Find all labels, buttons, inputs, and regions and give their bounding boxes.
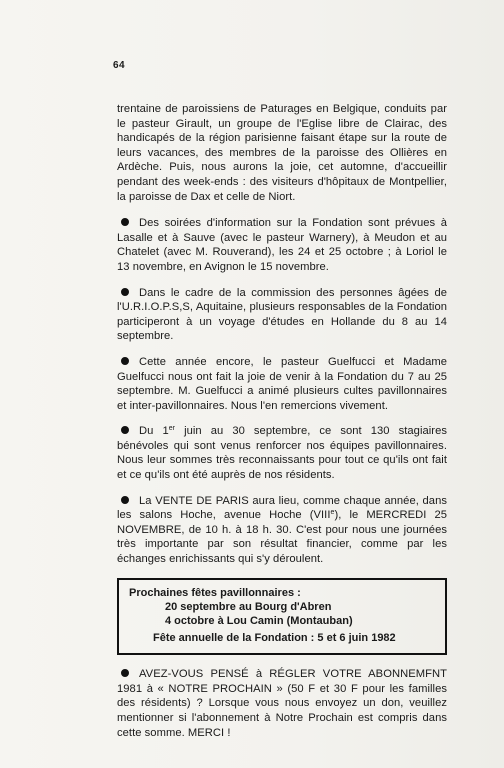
paragraph-vente-de-paris [117,494,447,567]
paragraph-text: Dans le cadre de la commission des personnes âgées de l'U.R.I.O.P.S,S, Aquitaine, plusieurs responsables de la Fondation participeront à un voyage d'études en Hollande du 8 au 14 septembre. [117,286,447,343]
announcement-line-fete-annuelle: Fête annuelle de la Fondation : 5 et 6 juin 1982 [153,631,396,644]
paragraph-text-start: La VENTE DE PARIS aura lieu, comme chaque année, dans les salons Hoche, avenue Hoche (VIII [117,494,447,522]
paragraph-text: Des soirées d'information sur la Fondation sont prévues à Lasalle et à Sauve (avec le pasteur Warnery), à Meudon et au Chatelet (avec M. Rouverand), les 24 et 25 octobre ; à Loriol le 13 novembre, en Avignon le 15 novembre. [117,217,447,273]
paragraph-text: Cette année encore, le pasteur Guelfucci et Madame Guelfucci nous ont fait la joie de venir à la Fondation du 7 au 25 septembre. M. Guelfucci a animé plusieurs cultes pavillonnaires et inter-pavillonnaires. Nous l'en remercions vivement. [117,355,447,412]
bullet-icon [121,669,129,677]
bullet-icon [121,218,129,226]
bullet-icon [121,357,129,365]
paragraph-guelfucci [117,355,447,413]
paragraph-text-end: juin au 30 septembre, ce sont 130 stagiaires bénévoles qui sont venus renforcer nos équipes pavillonnaires. Nous leur sommes très reconnaissants pour tout ce qu'ils ont fait et ce qu'ils ont été auprès de nos résidents. [117,425,447,482]
bullet-icon [121,426,129,434]
body-text [117,102,447,751]
announcement-heading: Prochaines fêtes pavillonnaires : [129,586,301,599]
paragraph-visitors [117,102,447,204]
paragraph-text-start: Du 1 [139,425,169,438]
bullet-icon [121,496,129,504]
announcement-line-bourg: 20 septembre au Bourg d'Abren [165,601,332,614]
page-number: 64 [113,60,126,71]
announcement-line-lou-camin: 4 octobre à Lou Camin (Montauban) [165,615,353,628]
paragraph-volunteers [117,424,447,482]
paragraph-uriopss [117,286,447,344]
paragraph-information-evenings [117,216,447,274]
paragraph-text-end: ), le MERCREDI 25 NOVEMBRE, de 10 h. à 18 h. 30. C'est pour nous une journées très importante par son résultat financier, comme par les échanges enrichissants qui s'y déroulent. [117,509,447,566]
ordinal-superscript: er [168,425,176,433]
announcement-box [117,578,447,656]
paragraph-text: trentaine de paroissiens de Paturages en Belgique, conduits par le pasteur Girault, un groupe de l'Eglise libre de Clairac, des handicapés de la région parisienne faisant étape sur la route de leurs vacances, des membres de la paroisse des Ollières en Ardèche. Puis, nous aurons la joie, cet automne, d'accueillir pendant des week-ends : des visiteurs d'hôpitaux de Montpellier, la paroisse de Dax et celle de Niort. [117,103,447,203]
bullet-icon [121,288,129,296]
paragraph-subscription [117,667,447,740]
ordinal-superscript: e [330,509,335,517]
paragraph-text: AVEZ-VOUS PENSÉ à RÉGLER VOTRE ABONNEMFNT 1981 à « NOTRE PROCHAIN » (50 F et 30 F pour les familles des résidents) ? Lorsque vous nous envoyez un don, veuillez mentionner si l'abonnement à Notre Prochain est compris dans cette somme. MERCI ! [117,668,447,739]
